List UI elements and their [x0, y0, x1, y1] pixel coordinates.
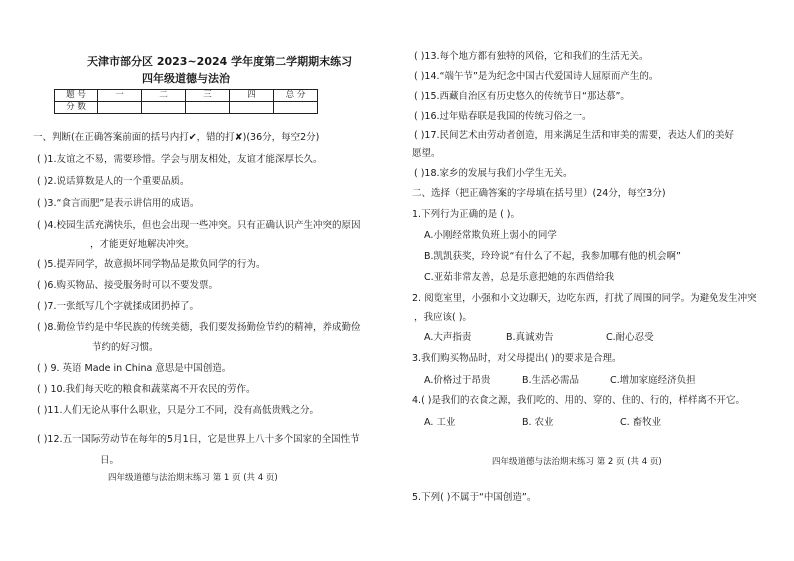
page1-footer: 四年级道德与法治期末练习 第 1 页 (共 4 页) [108, 473, 278, 483]
choice-option: A.小刚经常欺负班上弱小的同学 [424, 230, 557, 241]
question-line: ( )14.“端午节”是为纪念中国古代爱国诗人屈原而产生的。 [414, 71, 659, 82]
score-cell: 题 号 [55, 90, 98, 102]
page2-footer: 四年级道德与法治期末练习 第 2 页 (共 4 页) [492, 457, 662, 467]
section1-header: 一、判断(在正确答案前面的括号内打✔，错的打✘)(36分，每空2分) [33, 132, 320, 143]
score-cell: 总 分 [274, 90, 318, 102]
choice-option: A.大声指责 [424, 332, 472, 343]
score-table-header-row [55, 90, 318, 102]
score-cell: 分 数 [55, 102, 98, 114]
choice-option: A. 工业 [424, 417, 456, 428]
exam-subtitle: 四年级道德与法治 [142, 72, 230, 85]
score-cell: 一 [98, 90, 142, 102]
score-cell: 三 [186, 90, 230, 102]
exam-title: 天津市部分区 2023~2024 学年度第二学期期末练习 [87, 55, 353, 68]
question-line-continued: ，才能更好地解决冲突。 [90, 239, 195, 250]
choice-question: 2. 阅览室里，小强和小文边聊天，边吃东西，打扰了周围的同学。为避免发生冲突 [412, 293, 757, 304]
choice-option: C. 畜牧业 [620, 417, 662, 428]
question-line-continued: 节约的好习惯。 [92, 342, 159, 353]
score-table-score-row [55, 102, 318, 114]
question-line: ( )5.提弄同学，故意损坏同学物品是欺负同学的行为。 [37, 259, 266, 270]
question-line: ( )18.家乡的发展与我们小学生无关。 [414, 168, 573, 179]
choice-question-continued: ，我应该( )。 [414, 312, 472, 323]
question-line: ( )17.民间艺术由劳动者创造，用来满足生活和审美的需要，表达人们的美好 [414, 130, 735, 141]
score-input-cell[interactable] [142, 102, 186, 114]
question-line: ( )12.五一国际劳动节在每年的5月1日，它是世界上八十多个国家的全国性节 [37, 434, 360, 445]
section2-header: 二、选择（把正确答案的字母填在括号里）(24分，每空3分) [412, 188, 666, 199]
question-line: ( )6.购买物品、接受服务时可以不要发票。 [37, 280, 218, 291]
choice-question: 3.我们购买物品时，对父母提出( )的要求是合理。 [412, 353, 622, 364]
question-line: ( )16.过年贴春联是我国的传统习俗之一。 [414, 111, 592, 122]
question-line-continued: 愿望。 [412, 148, 441, 159]
choice-option: C.耐心忍受 [606, 332, 654, 343]
choice-option: B.凯凯获奖，玲玲说“有什么了不起，我参加哪有他的机会啊” [424, 251, 681, 262]
choice-option: B. 农业 [522, 417, 554, 428]
question-line: ( )3.“食言而肥”是表示讲信用的成语。 [37, 198, 200, 209]
choice-question: 4.( )是我们的衣食之源，我们吃的、用的、穿的、住的、行的，样样离不开它。 [412, 395, 745, 406]
question-line: ( )4.校园生活充满快乐，但也会出现一些冲突。只有正确认识产生冲突的原因 [37, 220, 361, 231]
question-line-continued: 日。 [100, 455, 120, 466]
question-line: ( ) 10.我们每天吃的粮食和蔬菜离不开农民的劳作。 [37, 384, 256, 395]
choice-option: C.亚茹非常友善，总是乐意把她的东西借给我 [424, 272, 615, 283]
choice-option: A.价格过于昂贵 [424, 375, 491, 386]
score-input-cell[interactable] [186, 102, 230, 114]
question-line: ( ) 9. 英语 Made in China 意思是中国创造。 [37, 363, 232, 374]
score-cell: 四 [230, 90, 274, 102]
question-line: ( )13.每个地方都有独特的风俗，它和我们的生活无关。 [414, 51, 649, 62]
score-table [54, 89, 318, 114]
question-line: ( )2.说话算数是人的一个重要品质。 [37, 176, 190, 187]
question-line: ( )11.人们无论从事什么职业，只是分工不同，没有高低贵贱之分。 [37, 405, 320, 416]
question-line: ( )8.勤俭节约是中华民族的传统美德，我们要发扬勤俭节约的精神，养成勤俭 [37, 322, 361, 333]
question-line: ( )1.友谊之不易，需要珍惜。学会与朋友相处，友谊才能深厚长久。 [37, 154, 323, 165]
question-line: ( )7.一张纸写几个字就揉成团扔掉了。 [37, 301, 199, 312]
choice-option: B.生活必需品 [522, 375, 580, 386]
score-cell: 二 [142, 90, 186, 102]
choice-option: B.真诚劝告 [506, 332, 554, 343]
choice-option: C.增加家庭经济负担 [610, 375, 696, 386]
score-input-cell[interactable] [274, 102, 318, 114]
choice-question: 1.下列行为正确的是 ( )。 [412, 209, 521, 220]
score-input-cell[interactable] [230, 102, 274, 114]
choice-question: 5.下列( )不属于“中国创造”。 [412, 492, 537, 503]
question-line: ( )15.西藏自治区有历史悠久的传统节日“那达慕”。 [414, 91, 630, 102]
score-input-cell[interactable] [98, 102, 142, 114]
